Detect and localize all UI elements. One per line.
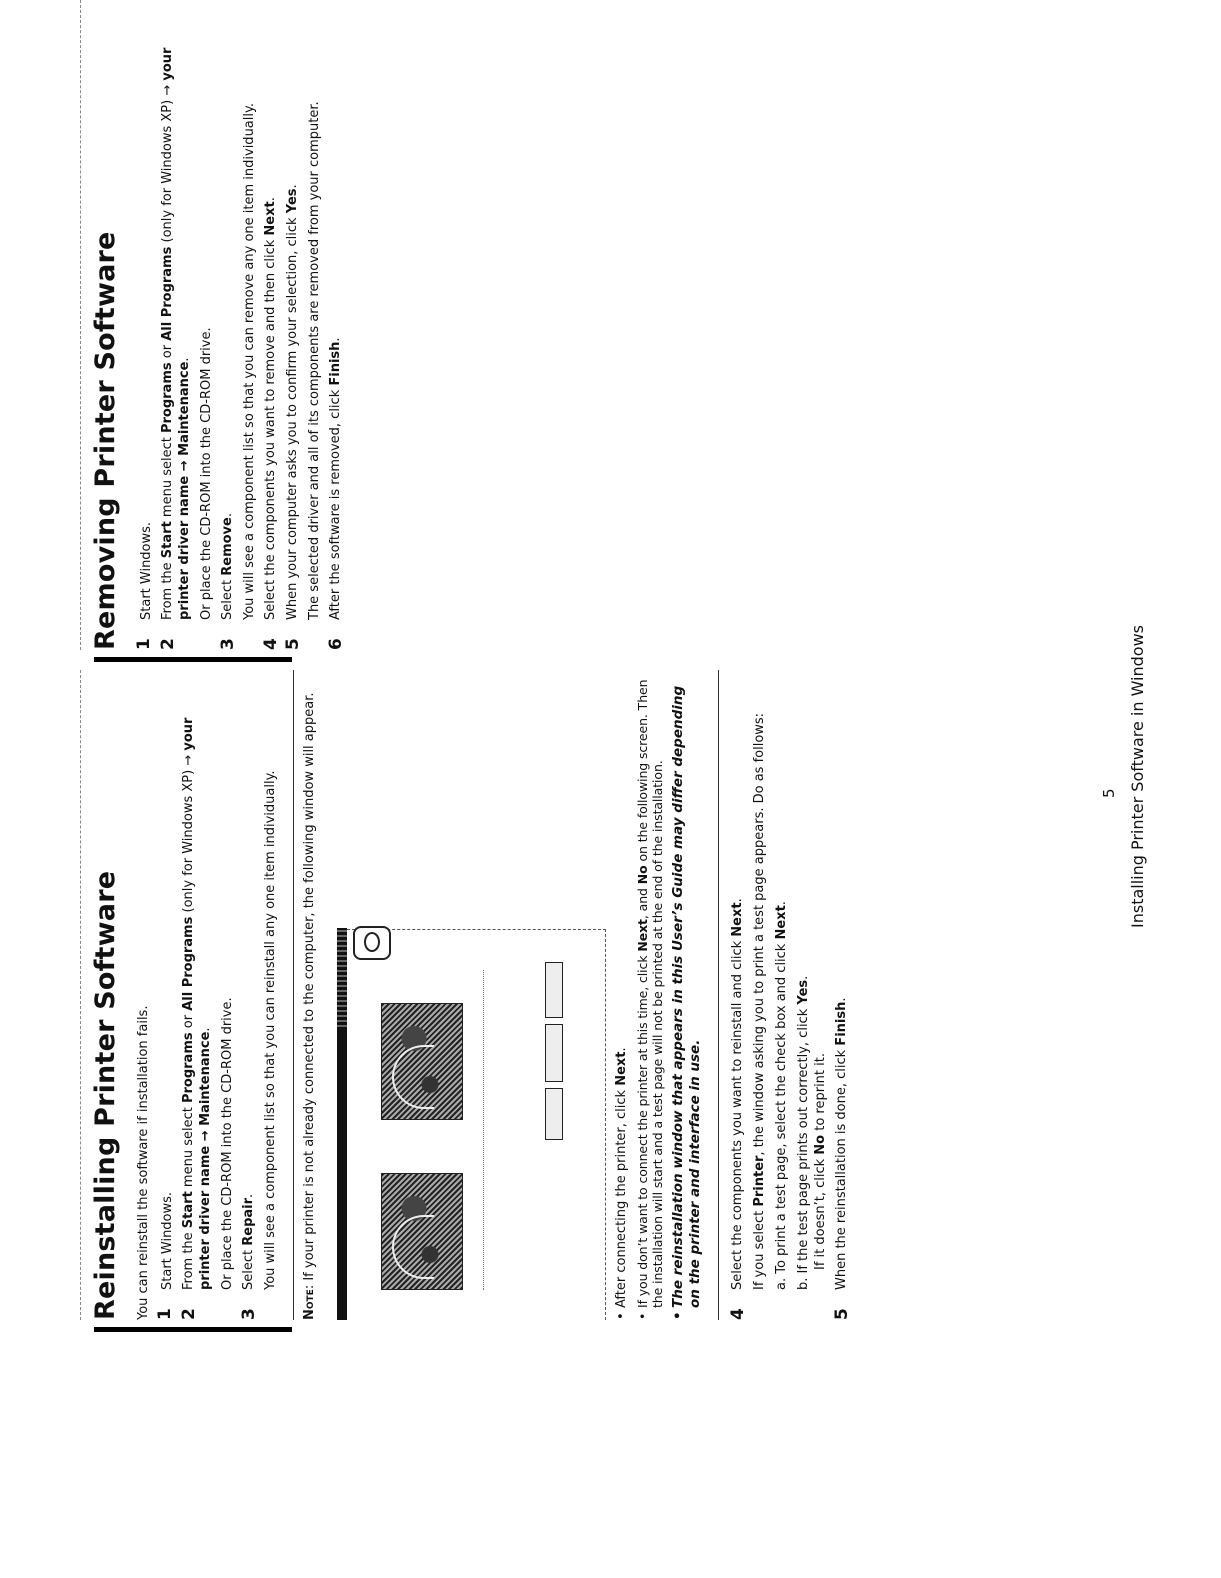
step-text: Select Repair.	[241, 1193, 256, 1290]
step-number: 3	[218, 638, 238, 650]
note-bullets	[613, 670, 704, 1320]
section-bar	[94, 1327, 292, 1332]
step-text: Start Windows.	[160, 1191, 175, 1290]
printer-illustration-2	[381, 1003, 463, 1120]
reinstall-step-3	[240, 670, 279, 1320]
step-text: From the Start menu select Programs or All Programs (only for Windows XP) → your printer driver name → Maintenance.	[181, 717, 213, 1290]
step-number: 5	[832, 1308, 852, 1320]
page-number: 5	[1100, 788, 1118, 798]
cancel-button[interactable]	[545, 962, 563, 1018]
step-number: 4	[728, 1308, 748, 1320]
step-number: 5	[283, 638, 303, 650]
bullet-item: • The reinstallation window that appears in this User’s Guide may differ depending on the printer and interface in use.	[670, 670, 704, 1320]
step-text: Select the components you want to reinstall and click Next.	[730, 898, 745, 1290]
remove-title: Removing Printer Software	[90, 231, 121, 650]
step-number: 4	[261, 638, 281, 650]
section-bar	[94, 657, 292, 662]
step-sub-b: b. If the test page prints out correctly, click Yes.	[796, 975, 811, 1290]
remove-step-1	[135, 0, 155, 650]
note: Note: If your printer is not already connected to the computer, the following window will appear.	[302, 692, 317, 1320]
top-rule	[80, 670, 81, 1320]
note-divider	[293, 670, 294, 1320]
step-sub-text: If you select Printer, the window asking you to print a test page appears. Do as follows:	[752, 712, 767, 1290]
reinstall-step-2	[180, 670, 236, 1320]
step-sub-text: You will see a component list so that you can remove any one item individually.	[242, 103, 257, 620]
reinstall-title: Reinstalling Printer Software	[90, 870, 121, 1320]
printer-illustration-1	[381, 1173, 463, 1290]
step-alt-text: Or place the CD-ROM into the CD-ROM drive.	[199, 327, 214, 620]
note-label: Note	[302, 1289, 317, 1320]
remove-step-6	[327, 0, 345, 650]
step-text: Select Remove.	[220, 513, 235, 620]
top-rule	[80, 0, 81, 650]
step-text: From the Start menu select Programs or All Programs (only for Windows XP) → your printer driver name → Maintenance.	[160, 47, 192, 620]
step-number: 3	[239, 1308, 259, 1320]
step-number: 2	[179, 1308, 199, 1320]
remove-step-4	[262, 0, 280, 650]
step-number: 2	[158, 638, 178, 650]
window-titlebar-gradient	[337, 930, 347, 1030]
step-sub-b2: If it doesn’t, click No to reprint it.	[813, 1053, 828, 1270]
step-sub-text: You will see a component list so that you can reinstall any one item individually.	[263, 770, 278, 1290]
remove-step-2	[159, 0, 215, 650]
remove-step-5	[284, 0, 323, 650]
reinstall-step-1	[156, 670, 176, 1320]
reinstall-intro: You can reinstall the software if installation fails.	[136, 1005, 151, 1320]
step-number: 1	[134, 638, 154, 650]
bullet-item: • If you don’t want to connect the printer at this time, click Next, and No on the following screen. Then the installation will start and a test page will not be printed at the end of the installation.	[635, 670, 665, 1320]
footer-title: Installing Printer Software in Windows	[1128, 624, 1147, 928]
remove-step-3	[219, 0, 258, 650]
bullet-item: • After connecting the printer, click Next.	[613, 670, 630, 1320]
step-number: 6	[326, 638, 346, 650]
reinstall-step-4	[729, 670, 829, 1320]
step-text: After the software is removed, click Finish.	[328, 337, 343, 620]
step-text: When your computer asks you to confirm your selection, click Yes.	[285, 184, 300, 620]
step-text: Start Windows.	[139, 521, 154, 620]
step-text: When the reinstallation is done, click Finish.	[834, 997, 849, 1290]
step-number: 1	[155, 1308, 175, 1320]
steps-divider	[718, 670, 719, 1320]
step-sub-a: a. To print a test page, select the check box and click Next.	[774, 901, 789, 1290]
step-sub-text: The selected driver and all of its components are removed from your computer.	[307, 101, 322, 620]
page-footer	[1100, 0, 1180, 1578]
printer-logo-icon	[353, 926, 391, 960]
step-text: Select the components you want to remove and then click Next.	[263, 197, 278, 620]
remove-section	[88, 0, 345, 650]
window-divider	[483, 970, 484, 1290]
reinstall-window-screenshot	[323, 800, 603, 1320]
reinstall-step-5	[833, 670, 851, 1320]
next-button[interactable]	[545, 1024, 563, 1082]
reinstall-section	[88, 670, 851, 1320]
back-button[interactable]	[545, 1088, 563, 1140]
step-alt-text: Or place the CD-ROM into the CD-ROM drive.	[220, 997, 235, 1290]
